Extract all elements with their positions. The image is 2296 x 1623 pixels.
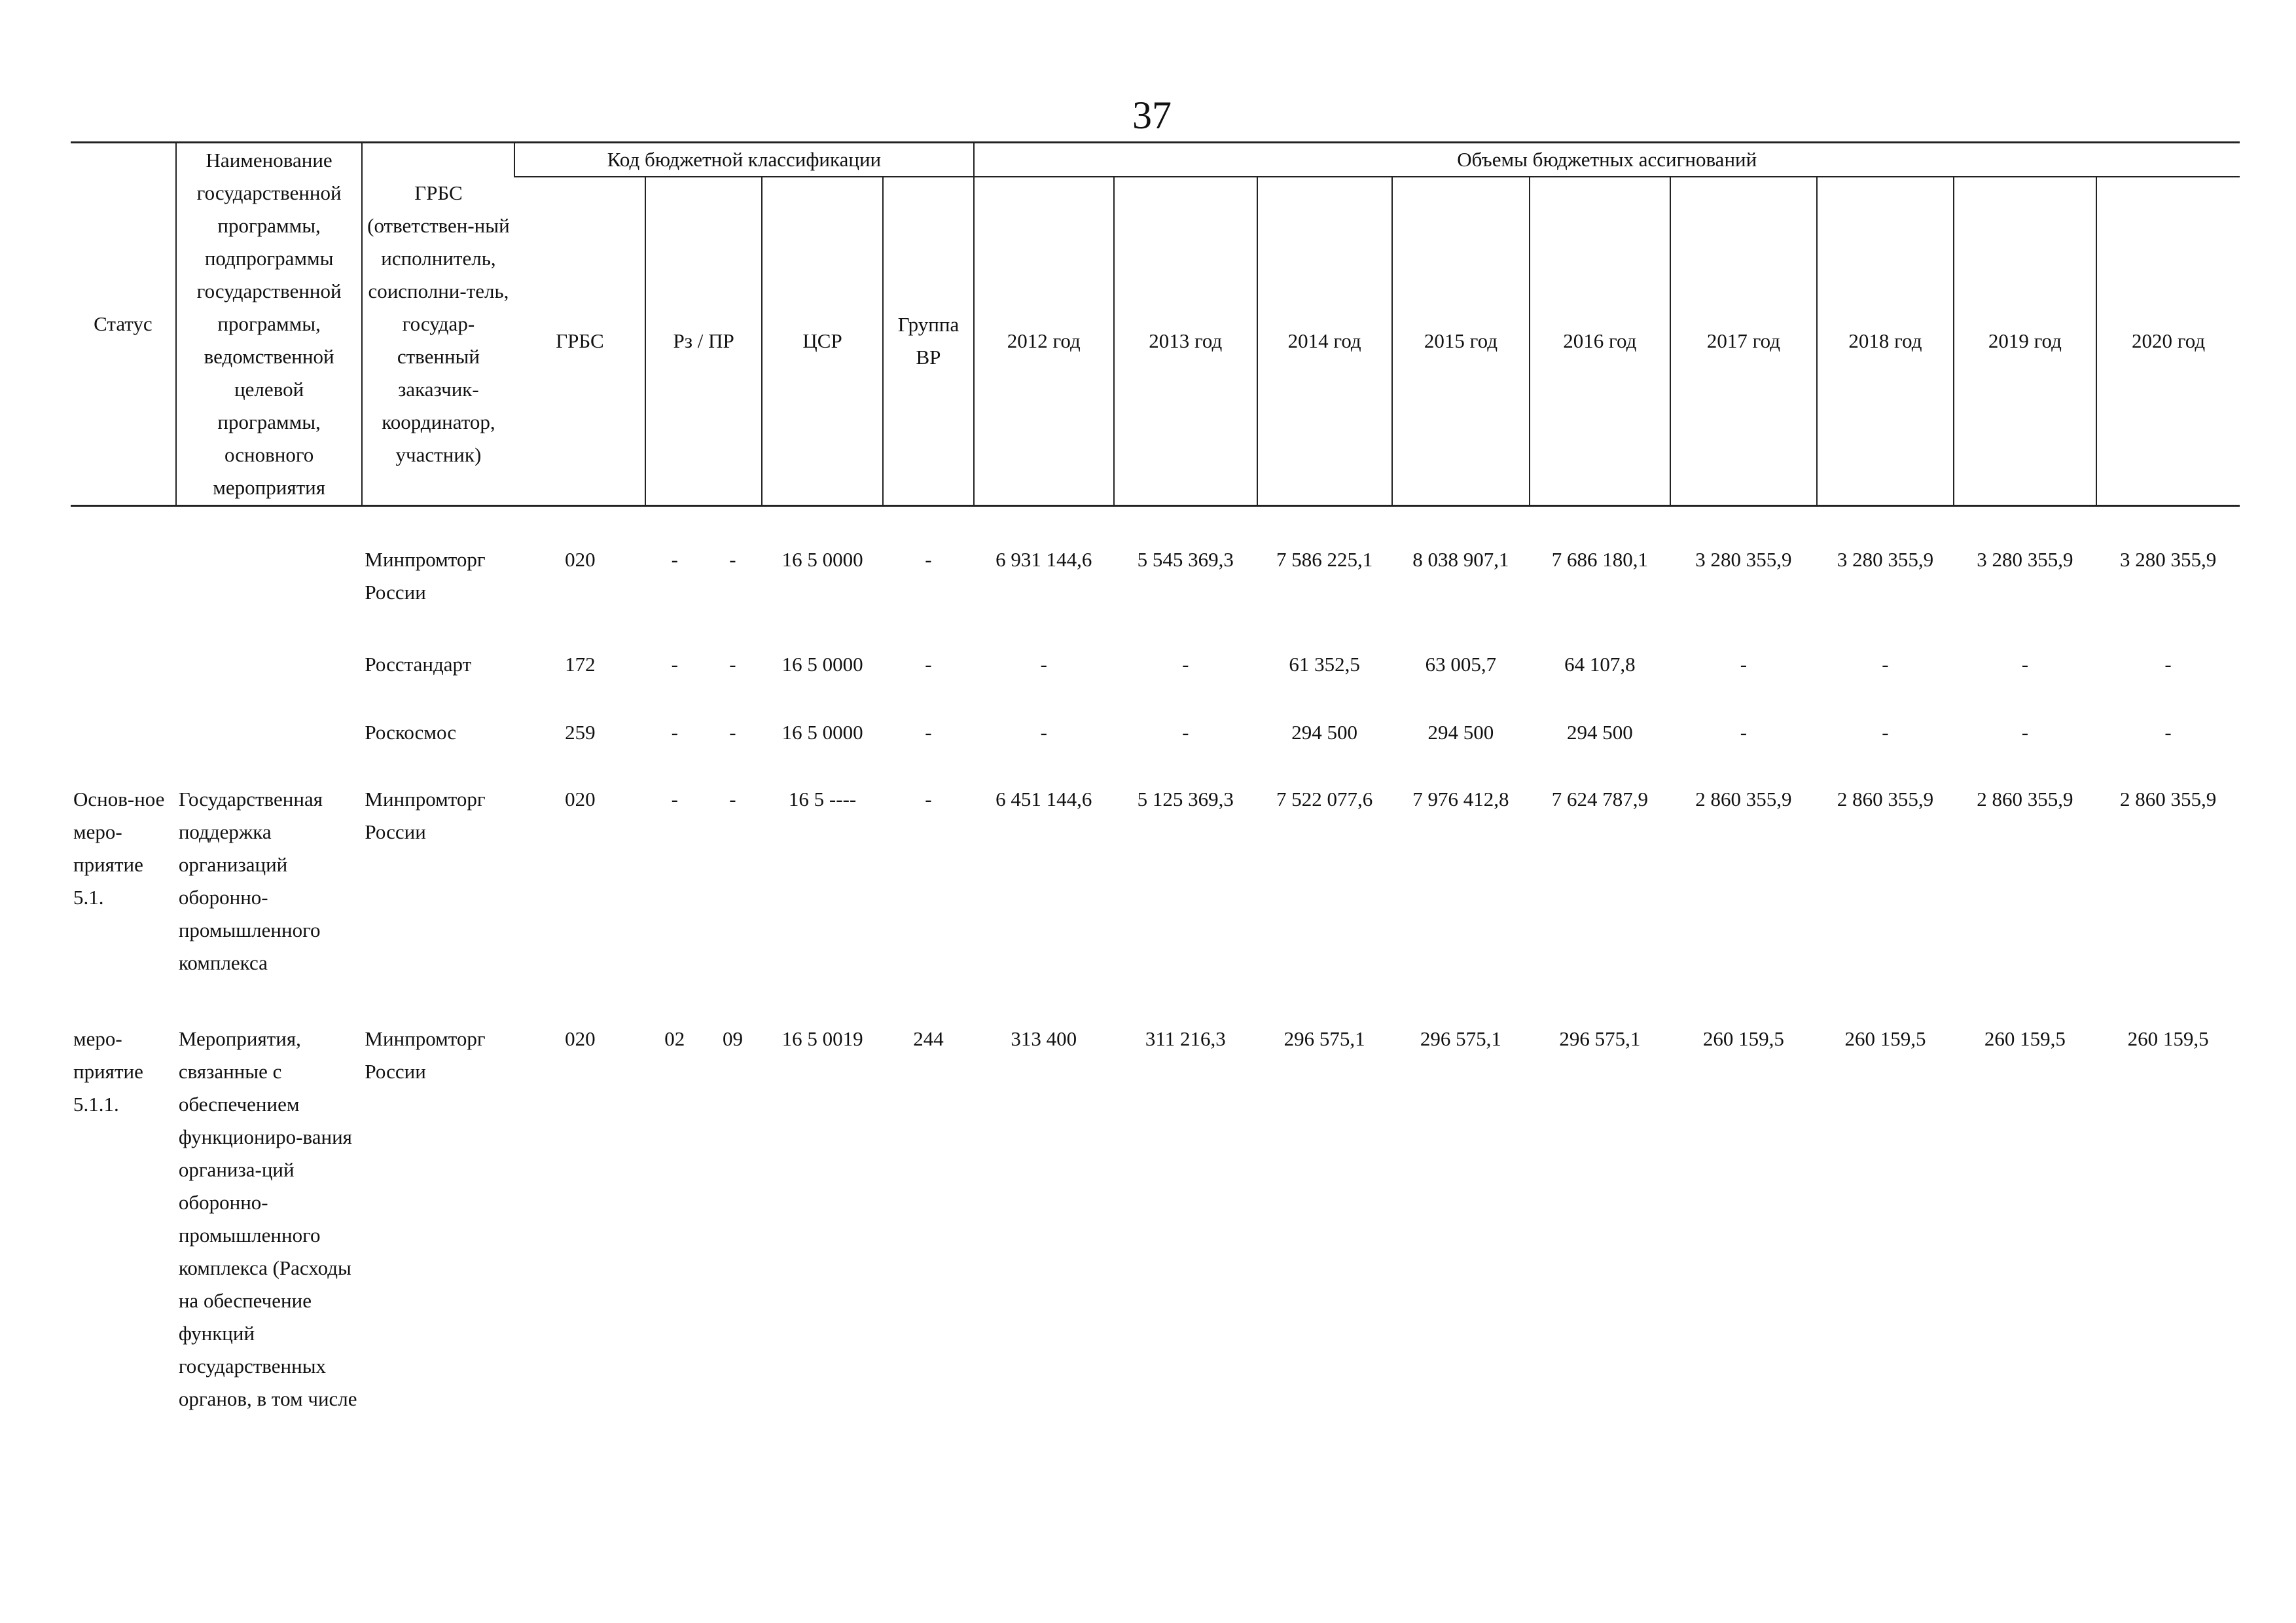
row-value-2017: - [1740, 721, 1748, 744]
row-csr-code: 16 5 0000 [781, 721, 863, 744]
header-year-2017: 2017 год [1670, 177, 1818, 506]
row-value-2019: - [2021, 721, 2029, 744]
row-value-2016: 7 624 787,9 [1551, 788, 1648, 811]
row-value-2020: - [2164, 721, 2172, 744]
row-program-name: Государственная поддержка организаций оборонно-промышленного комплекса [178, 788, 323, 974]
row-value-2015: 7 976 412,8 [1412, 788, 1509, 811]
table-row [71, 756, 2240, 986]
row-program-name: Мероприятия, связанные с обеспечением функциониро-вания организа-ций оборонно-промышленного комплекса (Расходы на обеспечение функций государственных органов, в том числе [178, 1027, 357, 1410]
row-grbs-owner: Роскосмос [365, 721, 457, 744]
row-rz-code: - [671, 788, 678, 811]
row-value-2020: 2 860 355,9 [2119, 788, 2217, 811]
row-value-2018: 260 159,5 [1844, 1027, 1926, 1050]
row-csr-code: 16 5 0000 [781, 548, 863, 571]
row-rz-code: - [671, 548, 678, 571]
page-number: 37 [1132, 94, 1172, 137]
row-grbs-code: 020 [565, 548, 596, 571]
table-row [71, 615, 2240, 687]
header-kbk-csr: ЦСР [762, 177, 884, 506]
row-rz-code: - [671, 653, 678, 676]
row-grbs-owner: Минпромторг России [365, 1027, 486, 1083]
row-value-2012: 6 451 144,6 [996, 788, 1092, 811]
table-row [71, 506, 2240, 616]
header-program-name: Наименование государственной программы, подпрограммы государственной программы, ведомственной целевой программы, основного мероприятия [176, 143, 363, 506]
row-grbs-code: 020 [565, 1027, 596, 1050]
header-budget-group: Объемы бюджетных ассигнований [974, 143, 2240, 177]
row-grbs-code: 259 [565, 721, 596, 744]
row-value-2012: 6 931 144,6 [996, 548, 1092, 571]
row-value-2013: - [1182, 721, 1189, 744]
header-kbk-vr: Группа ВР [883, 177, 973, 506]
header-year-2019: 2019 год [1954, 177, 2097, 506]
header-year-2015: 2015 год [1392, 177, 1530, 506]
row-value-2017: 3 280 355,9 [1695, 548, 1792, 571]
row-vr-code: - [925, 653, 932, 676]
table-row [71, 687, 2240, 756]
row-value-2018: - [1882, 653, 1889, 676]
row-value-2014: 7 522 077,6 [1276, 788, 1373, 811]
row-value-2016: 7 686 180,1 [1551, 548, 1648, 571]
row-value-2014: 294 500 [1291, 721, 1358, 744]
row-pr-code: - [729, 548, 736, 571]
row-value-2017: - [1740, 653, 1748, 676]
row-value-2014: 296 575,1 [1283, 1027, 1365, 1050]
row-value-2015: 296 575,1 [1420, 1027, 1501, 1050]
row-value-2018: - [1882, 721, 1889, 744]
header-year-2020: 2020 год [2096, 177, 2240, 506]
row-value-2015: 294 500 [1427, 721, 1494, 744]
row-value-2019: - [2021, 653, 2029, 676]
row-value-2013: 311 216,3 [1145, 1027, 1226, 1050]
header-year-2018: 2018 год [1817, 177, 1953, 506]
row-value-2020: 3 280 355,9 [2119, 548, 2217, 571]
header-grbs-owner: ГРБС (ответствен-ный исполнитель, соисполни-тель, государ-ственный заказчик-координатор, участник) [362, 143, 514, 506]
budget-allocations-table [71, 141, 2240, 1422]
row-pr-code: - [729, 788, 736, 811]
row-value-2016: 296 575,1 [1559, 1027, 1641, 1050]
row-program-name [176, 615, 363, 687]
row-value-2016: 64 107,8 [1564, 653, 1636, 676]
row-program-name [176, 506, 363, 616]
row-status [71, 687, 176, 756]
header-year-2012: 2012 год [974, 177, 1114, 506]
header-kbk-grbs: ГРБС [514, 177, 645, 506]
row-vr-code: - [925, 721, 932, 744]
row-status: меро-приятие 5.1.1. [73, 1027, 143, 1116]
row-value-2012: 313 400 [1011, 1027, 1077, 1050]
row-value-2018: 2 860 355,9 [1837, 788, 1934, 811]
row-value-2014: 7 586 225,1 [1276, 548, 1373, 571]
header-year-2016: 2016 год [1530, 177, 1670, 506]
row-value-2020: 260 159,5 [2127, 1027, 2209, 1050]
row-status [71, 506, 176, 616]
row-grbs-owner: Минпромторг России [365, 788, 486, 843]
row-grbs-code: 020 [565, 788, 596, 811]
row-rz-code: 02 [664, 1027, 685, 1050]
row-pr-code: - [729, 653, 736, 676]
header-year-2013: 2013 год [1114, 177, 1257, 506]
row-csr-code: 16 5 0000 [781, 653, 863, 676]
row-program-name [176, 687, 363, 756]
row-status [71, 615, 176, 687]
row-value-2016: 294 500 [1566, 721, 1633, 744]
row-value-2013: 5 125 369,3 [1137, 788, 1234, 811]
row-csr-code: 16 5 ---- [788, 788, 857, 811]
row-grbs-code: 172 [565, 653, 596, 676]
row-value-2015: 8 038 907,1 [1412, 548, 1509, 571]
row-vr-code: - [925, 788, 932, 811]
row-pr-code: 09 [722, 1027, 743, 1050]
header-kbk-group: Код бюджетной классификации [514, 143, 973, 177]
row-value-2019: 260 159,5 [1984, 1027, 2066, 1050]
row-value-2013: 5 545 369,3 [1137, 548, 1234, 571]
header-status: Статус [71, 143, 176, 506]
row-value-2017: 2 860 355,9 [1695, 788, 1792, 811]
row-value-2017: 260 159,5 [1702, 1027, 1784, 1050]
row-value-2015: 63 005,7 [1425, 653, 1497, 676]
table-row [71, 986, 2240, 1422]
row-csr-code: 16 5 0019 [781, 1027, 863, 1050]
row-status: Основ-ное меро-приятие 5.1. [73, 788, 165, 909]
row-rz-code: - [671, 721, 678, 744]
row-value-2012: - [1040, 721, 1047, 744]
row-value-2020: - [2164, 653, 2172, 676]
row-value-2018: 3 280 355,9 [1837, 548, 1934, 571]
row-vr-code: 244 [913, 1027, 944, 1050]
row-value-2013: - [1182, 653, 1189, 676]
header-kbk-rz-pr: Рз / ПР [645, 177, 761, 506]
row-grbs-owner: Минпромторг России [365, 548, 486, 604]
row-grbs-owner: Росстандарт [365, 653, 472, 676]
row-vr-code: - [925, 548, 932, 571]
row-pr-code: - [729, 721, 736, 744]
row-value-2014: 61 352,5 [1289, 653, 1360, 676]
row-value-2019: 3 280 355,9 [1977, 548, 2073, 571]
row-value-2012: - [1040, 653, 1047, 676]
row-value-2019: 2 860 355,9 [1977, 788, 2073, 811]
header-year-2014: 2014 год [1257, 177, 1392, 506]
